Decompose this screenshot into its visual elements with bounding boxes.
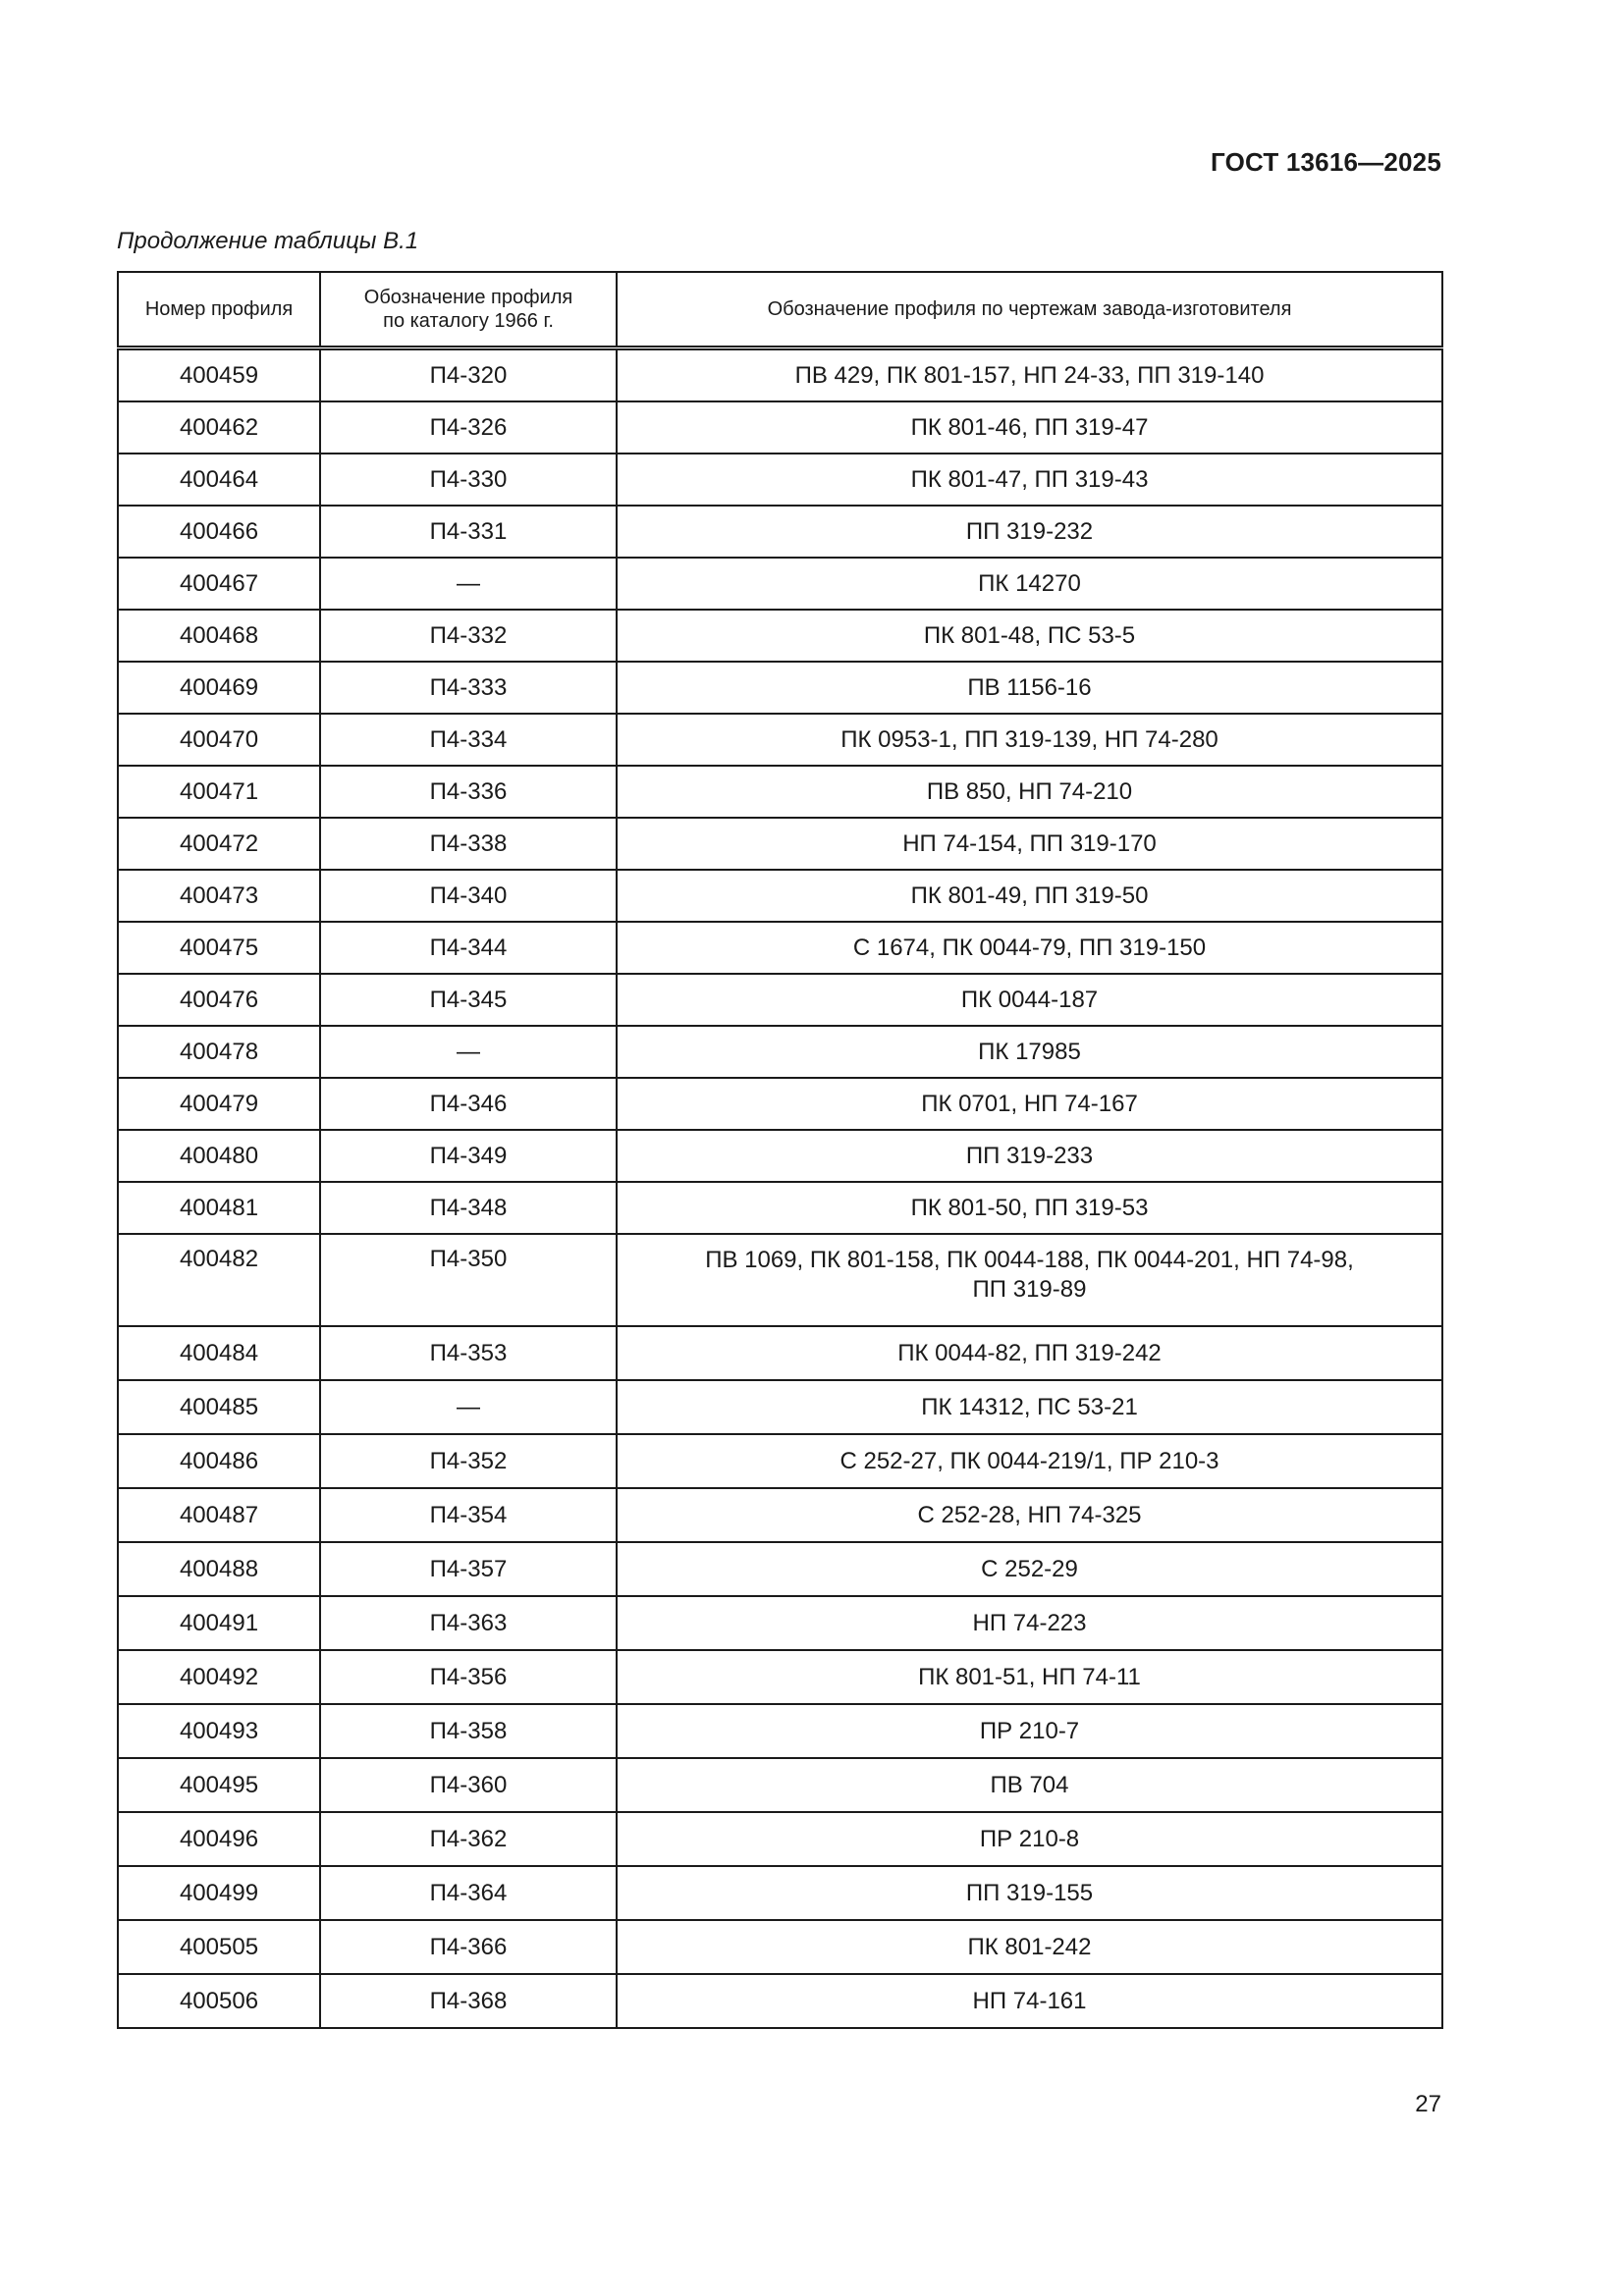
cell-catalog-designation: П4-326 (320, 401, 617, 454)
cell-factory-designation: С 252-28, НП 74-325 (617, 1488, 1442, 1542)
cell-catalog-designation: П4-345 (320, 974, 617, 1026)
cell-factory-designation: ПК 17985 (617, 1026, 1442, 1078)
cell-catalog-designation: П4-346 (320, 1078, 617, 1130)
column-header-catalog-line1: Обозначение профиля (363, 287, 573, 308)
table-row (118, 1488, 1442, 1542)
cell-profile-number: 400493 (118, 1704, 320, 1758)
cell-catalog-designation: П4-360 (320, 1758, 617, 1812)
cell-profile-number: 400481 (118, 1182, 320, 1234)
cell-profile-number: 400471 (118, 766, 320, 818)
cell-profile-number: 400468 (118, 610, 320, 662)
cell-catalog-designation: П4-350 (320, 1234, 617, 1326)
cell-factory-designation: ПК 801-46, ПП 319-47 (617, 401, 1442, 454)
cell-catalog-designation: П4-349 (320, 1130, 617, 1182)
cell-profile-number: 400467 (118, 558, 320, 610)
cell-profile-number: 400486 (118, 1434, 320, 1488)
cell-profile-number: 400492 (118, 1650, 320, 1704)
cell-profile-number: 400487 (118, 1488, 320, 1542)
cell-catalog-designation: — (320, 1380, 617, 1434)
table-row (118, 1866, 1442, 1920)
cell-catalog-designation: П4-348 (320, 1182, 617, 1234)
cell-catalog-designation: П4-344 (320, 922, 617, 974)
cell-profile-number: 400505 (118, 1920, 320, 1974)
cell-catalog-designation: П4-362 (320, 1812, 617, 1866)
table-header-row (118, 272, 1442, 348)
cell-profile-number: 400495 (118, 1758, 320, 1812)
cell-catalog-designation: П4-368 (320, 1974, 617, 2028)
table-row (118, 1182, 1442, 1234)
table-row (118, 766, 1442, 818)
table-row (118, 1542, 1442, 1596)
cell-profile-number: 400480 (118, 1130, 320, 1182)
table-row (118, 974, 1442, 1026)
table-row (118, 1434, 1442, 1488)
table-row (118, 348, 1442, 402)
cell-catalog-designation: П4-336 (320, 766, 617, 818)
cell-profile-number: 400478 (118, 1026, 320, 1078)
cell-profile-number: 400485 (118, 1380, 320, 1434)
cell-factory-designation: ПК 801-50, ПП 319-53 (617, 1182, 1442, 1234)
cell-catalog-designation: П4-333 (320, 662, 617, 714)
table-row (118, 714, 1442, 766)
cell-factory-designation: ПК 801-48, ПС 53-5 (617, 610, 1442, 662)
cell-factory-designation: С 1674, ПК 0044-79, ПП 319-150 (617, 922, 1442, 974)
table-row (118, 1130, 1442, 1182)
cell-profile-number: 400469 (118, 662, 320, 714)
cell-factory-designation: ПК 801-242 (617, 1920, 1442, 1974)
table-row (118, 506, 1442, 558)
cell-profile-number: 400459 (118, 348, 320, 402)
table-row (118, 1758, 1442, 1812)
table-row (118, 818, 1442, 870)
cell-profile-number: 400506 (118, 1974, 320, 2028)
cell-profile-number: 400496 (118, 1812, 320, 1866)
cell-catalog-designation: П4-334 (320, 714, 617, 766)
cell-catalog-designation: П4-358 (320, 1704, 617, 1758)
cell-factory-designation: ПР 210-7 (617, 1704, 1442, 1758)
profile-table (117, 271, 1443, 2029)
cell-profile-number: 400475 (118, 922, 320, 974)
cell-factory-designation-line2: ПП 319-89 (972, 1276, 1087, 1303)
cell-profile-number: 400479 (118, 1078, 320, 1130)
table-row (118, 401, 1442, 454)
profile-table-container (117, 271, 1441, 2029)
table-row (118, 1234, 1442, 1326)
cell-catalog-designation: П4-353 (320, 1326, 617, 1380)
cell-profile-number: 400476 (118, 974, 320, 1026)
table-row (118, 870, 1442, 922)
table-row (118, 1812, 1442, 1866)
cell-catalog-designation: П4-354 (320, 1488, 617, 1542)
cell-factory-designation: ПП 319-155 (617, 1866, 1442, 1920)
cell-catalog-designation: П4-331 (320, 506, 617, 558)
cell-factory-designation: ПК 0044-187 (617, 974, 1442, 1026)
cell-factory-designation: С 252-27, ПК 0044-219/1, ПР 210-3 (617, 1434, 1442, 1488)
cell-profile-number: 400462 (118, 401, 320, 454)
cell-catalog-designation: П4-364 (320, 1866, 617, 1920)
column-header-factory-drawings: Обозначение профиля по чертежам завода-изготовителя (617, 272, 1442, 348)
table-row (118, 1380, 1442, 1434)
table-caption: Продолжение таблицы В.1 (117, 228, 419, 254)
cell-factory-designation: ПК 14270 (617, 558, 1442, 610)
cell-catalog-designation: П4-338 (320, 818, 617, 870)
table-row (118, 922, 1442, 974)
cell-factory-designation: ПК 801-47, ПП 319-43 (617, 454, 1442, 506)
cell-factory-designation: ПК 14312, ПС 53-21 (617, 1380, 1442, 1434)
cell-profile-number: 400466 (118, 506, 320, 558)
cell-catalog-designation: — (320, 558, 617, 610)
cell-catalog-designation: П4-320 (320, 348, 617, 402)
page-number: 27 (1415, 2091, 1441, 2117)
cell-factory-designation (617, 1234, 1442, 1326)
cell-factory-designation: ПВ 1156-16 (617, 662, 1442, 714)
cell-catalog-designation: П4-366 (320, 1920, 617, 1974)
cell-profile-number: 400482 (118, 1234, 320, 1326)
cell-factory-designation: ПП 319-232 (617, 506, 1442, 558)
cell-profile-number: 400473 (118, 870, 320, 922)
cell-factory-designation: ПК 801-49, ПП 319-50 (617, 870, 1442, 922)
column-header-catalog-line2: по каталогу 1966 г. (383, 310, 554, 332)
cell-factory-designation: ПВ 704 (617, 1758, 1442, 1812)
cell-factory-designation: ПК 0701, НП 74-167 (617, 1078, 1442, 1130)
cell-factory-designation: НП 74-223 (617, 1596, 1442, 1650)
table-row (118, 1596, 1442, 1650)
cell-profile-number: 400488 (118, 1542, 320, 1596)
document-code: ГОСТ 13616—2025 (1211, 147, 1441, 177)
cell-catalog-designation: П4-356 (320, 1650, 617, 1704)
table-row (118, 1326, 1442, 1380)
table-row (118, 454, 1442, 506)
cell-catalog-designation: П4-332 (320, 610, 617, 662)
cell-factory-designation: ПВ 429, ПК 801-157, НП 24-33, ПП 319-140 (617, 348, 1442, 402)
cell-factory-designation: ПР 210-8 (617, 1812, 1442, 1866)
column-header-catalog-1966 (320, 272, 617, 348)
cell-profile-number: 400484 (118, 1326, 320, 1380)
cell-profile-number: 400464 (118, 454, 320, 506)
table-row (118, 1078, 1442, 1130)
table-row (118, 662, 1442, 714)
table-row (118, 1974, 1442, 2028)
cell-factory-designation: ПК 801-51, НП 74-11 (617, 1650, 1442, 1704)
cell-factory-designation: С 252-29 (617, 1542, 1442, 1596)
cell-factory-designation: ПВ 850, НП 74-210 (617, 766, 1442, 818)
cell-catalog-designation: — (320, 1026, 617, 1078)
cell-profile-number: 400472 (118, 818, 320, 870)
table-row (118, 558, 1442, 610)
table-row (118, 1920, 1442, 1974)
cell-catalog-designation: П4-352 (320, 1434, 617, 1488)
cell-profile-number: 400470 (118, 714, 320, 766)
cell-factory-designation: ПП 319-233 (617, 1130, 1442, 1182)
table-body (118, 348, 1442, 2029)
cell-factory-designation: ПК 0953-1, ПП 319-139, НП 74-280 (617, 714, 1442, 766)
cell-factory-designation: НП 74-161 (617, 1974, 1442, 2028)
cell-factory-designation-line1: ПВ 1069, ПК 801-158, ПК 0044-188, ПК 0044-201, НП 74-98, (705, 1247, 1354, 1273)
cell-factory-designation: ПК 0044-82, ПП 319-242 (617, 1326, 1442, 1380)
cell-catalog-designation: П4-340 (320, 870, 617, 922)
cell-profile-number: 400491 (118, 1596, 320, 1650)
table-row (118, 1704, 1442, 1758)
table-row (118, 610, 1442, 662)
cell-catalog-designation: П4-363 (320, 1596, 617, 1650)
cell-factory-designation: НП 74-154, ПП 319-170 (617, 818, 1442, 870)
cell-catalog-designation: П4-330 (320, 454, 617, 506)
table-row (118, 1650, 1442, 1704)
column-header-profile-number: Номер профиля (118, 272, 320, 348)
cell-profile-number: 400499 (118, 1866, 320, 1920)
cell-catalog-designation: П4-357 (320, 1542, 617, 1596)
table-row (118, 1026, 1442, 1078)
